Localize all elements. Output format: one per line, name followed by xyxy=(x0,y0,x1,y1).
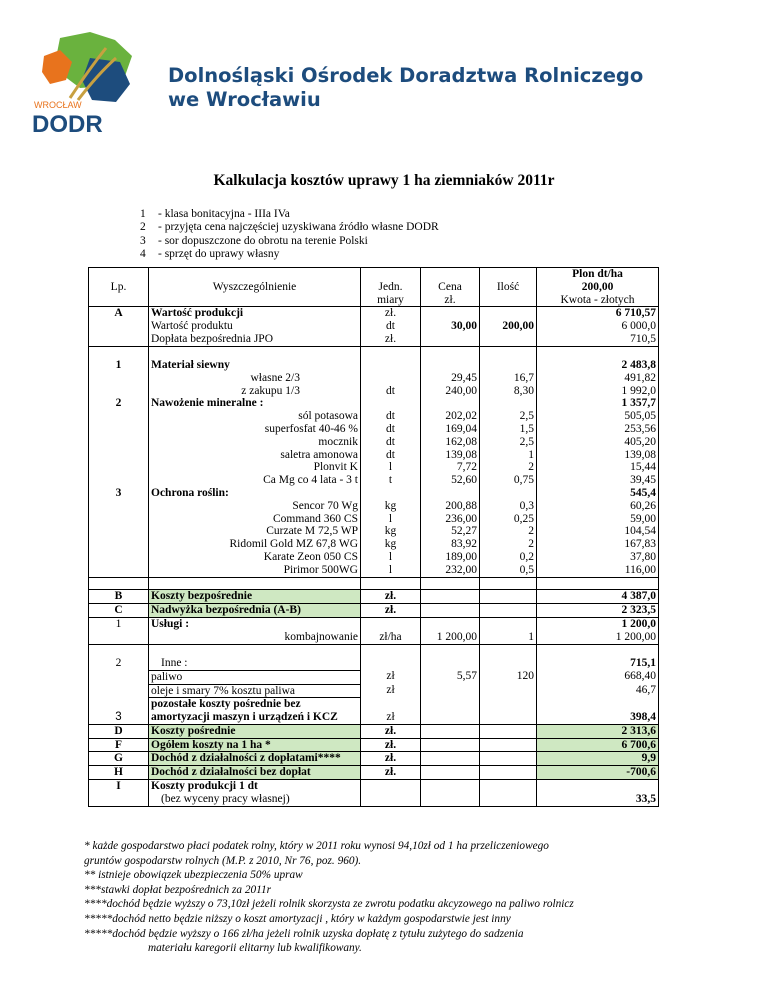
table-row: mocznik dt 162,08 2,5 405,20 xyxy=(89,436,659,449)
table-row: 1 Materiał siewny 2 483,8 xyxy=(89,359,659,372)
table-row: paliwo zł 5,57 120 668,40 xyxy=(89,670,659,684)
table-header-row: Lp. Wyszczególnienie Jedn. Cena Ilość 200,00 xyxy=(89,281,659,294)
table-row: I Koszty produkcji 1 dt xyxy=(89,780,659,793)
table-row: superfosfat 40-46 % dt 169,04 1,5 253,56 xyxy=(89,423,659,436)
table-row: 1 Usługi : 1 200,0 xyxy=(89,618,659,631)
table-row: Wartość produktu dt 30,00 200,00 6 000,0 xyxy=(89,320,659,333)
table-row: Dopłata bezpośrednia JPO zł. 710,5 xyxy=(89,333,659,346)
org-line-1: Dolnośląski Ośrodek Doradztwa Rolniczego xyxy=(168,64,644,87)
table-row: H Dochód z działalności bez dopłat zł. -700,6 xyxy=(89,766,659,780)
col-lp xyxy=(89,268,149,281)
list-item: 4 - sprzęt do uprawy własny xyxy=(140,247,280,260)
table-row: z zakupu 1/3 dt 240,00 8,30 1 992,0 xyxy=(89,385,659,398)
table-row: sól potasowa dt 202,02 2,5 505,05 xyxy=(89,410,659,423)
organization-name xyxy=(168,64,643,112)
table-row: A Wartość produkcji zł. 6 710,57 xyxy=(89,307,659,320)
table-row: 3 amortyzacji maszyn i urządzeń i KCZ zł 398,4 xyxy=(89,711,659,724)
list-item: 2 - przyjęta cena najczęściej uzyskiwana źródło własne DODR xyxy=(140,221,439,234)
dodr-logo-graphic xyxy=(20,28,180,143)
col-yield: Plon dt/ha xyxy=(537,268,659,281)
cost-table xyxy=(88,267,659,807)
assumptions-list xyxy=(140,208,439,261)
footnote: *****dochód będzie wyższy o 166 zł/ha jeżeli rolnik uzyska dopłatę z tytułu zużytego do sadzenia xyxy=(84,927,524,940)
table-row: G Dochód z działalności z dopłatami**** zł. 9,9 xyxy=(89,752,659,766)
table-row: Sencor 70 Wg kg 200,88 0,3 60,26 xyxy=(89,500,659,513)
table-row: Pirimor 500WG l 232,00 0,5 116,00 xyxy=(89,564,659,577)
page-title: Kalkulacja kosztów uprawy 1 ha ziemniaków 2011r xyxy=(213,172,555,189)
table-row: Ca Mg co 4 lata - 3 t t 52,60 0,75 39,45 xyxy=(89,474,659,487)
table-row: D Koszty pośrednie zł. 2 313,6 xyxy=(89,724,659,738)
org-line-2: we Wrocławiu xyxy=(168,88,321,111)
footnote: ** istnieje obowiązek ubezpieczenia 50% upraw xyxy=(84,869,303,882)
table-row: Ridomil Gold MZ 67,8 WG kg 83,92 2 167,83 xyxy=(89,538,659,551)
table-row: pozostałe koszty pośrednie bez xyxy=(89,698,659,711)
table-row: własne 2/3 29,45 16,7 491,82 xyxy=(89,372,659,385)
list-item: 3 - sor dopuszczone do obrotu na terenie Polski xyxy=(140,234,368,247)
logo-dodr: DODR xyxy=(32,111,103,138)
footnote: gruntów gospodarstw rolnych (M.P. z 2010, Nr 76, poz. 960). xyxy=(84,854,362,867)
table-row: saletra amonowa dt 139,08 1 139,08 xyxy=(89,449,659,462)
table-row: C Nadwyżka bezpośrednia (A-B) zł. 2 323,5 xyxy=(89,604,659,618)
logo-city: WROCŁAW xyxy=(34,100,82,110)
table-row: 2 Nawożenie mineralne : 1 357,7 xyxy=(89,397,659,410)
footnote: * każde gospodarstwo płaci podatek rolny, który w 2011 roku wynosi 94,10zł od 1 ha przeliczeniowego xyxy=(84,840,549,852)
footnote: materiału karegorii elitarny lub kwalifikowany. xyxy=(148,942,362,955)
table-row: Command 360 CS l 236,00 0,25 59,00 xyxy=(89,513,659,526)
table-row: F Ogółem koszty na 1 ha * zł. 6 700,6 xyxy=(89,738,659,752)
footnote: ****dochód będzie wyższy o 73,10zł jeżeli rolnik skorzysta ze zwrotu podatku akcyzowego na paliwo rolnicz xyxy=(84,898,574,911)
footnotes xyxy=(84,839,764,956)
dodr-logo xyxy=(20,28,180,143)
table-row: Curzate M 72,5 WP kg 52,27 2 104,54 xyxy=(89,525,659,538)
table-row: Karate Zeon 050 CS l 189,00 0,2 37,80 xyxy=(89,551,659,564)
footnote: ***stawki dopłat bezpośrednich za 2011r xyxy=(84,883,272,896)
table-row: B Koszty bezpośrednie zł. 4 387,0 xyxy=(89,590,659,604)
table-row: (bez wyceny pracy własnej) 33,5 xyxy=(89,793,659,806)
footnote: *****dochód netto będzie niższy o koszt amortyzacji , który w każdym gospodarstwie jest inny xyxy=(84,912,511,925)
table-row: kombajnowanie zł/ha 1 200,00 1 1 200,00 xyxy=(89,631,659,644)
table-header-row xyxy=(89,268,659,281)
table-row: 2 Inne : 715,1 xyxy=(89,657,659,670)
table-row: 3 Ochrona roślin: 545,4 xyxy=(89,487,659,500)
table-header-row: miary zł. Kwota - złotych xyxy=(89,294,659,307)
table-row: oleje i smary 7% kosztu paliwa zł 46,7 xyxy=(89,684,659,698)
table-row: Plonvit K l 7,72 2 15,44 xyxy=(89,461,659,474)
list-item: 1 - klasa bonitacyjna - IIIa IVa xyxy=(140,208,290,220)
